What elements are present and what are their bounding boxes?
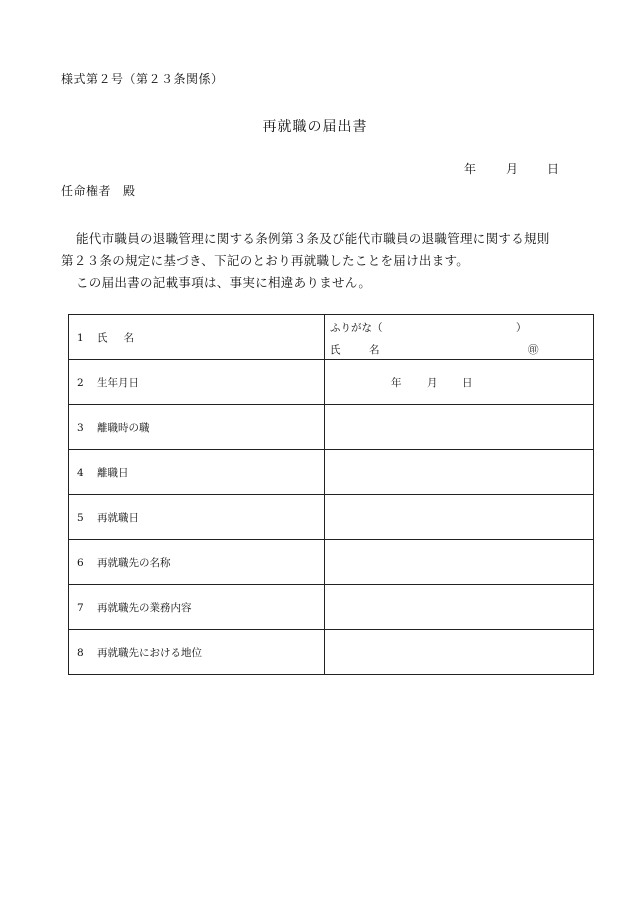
date-month-label: 月 — [506, 162, 519, 176]
row-label-part: 氏 — [97, 331, 108, 344]
retirement-date-input-cell[interactable] — [325, 450, 594, 495]
body-declaration: この届出書の記載事項は、事実に相違ありません。 — [76, 275, 372, 290]
name-label-part2: 名 — [369, 344, 380, 356]
date-year-label: 年 — [464, 162, 477, 176]
row-label-business-content — [69, 585, 325, 630]
row-number: 7 — [77, 601, 84, 614]
row-label: 再就職先の業務内容 — [97, 601, 192, 614]
row-label-name — [69, 315, 325, 360]
row-label: 離職日 — [97, 466, 129, 479]
row-number: 4 — [77, 466, 84, 479]
reemployment-date-input-cell[interactable] — [325, 495, 594, 540]
form-number: 様式第２号（第２３条関係） — [61, 72, 224, 86]
row-number: 6 — [77, 556, 84, 569]
birth-year-label: 年 — [391, 377, 402, 389]
recipient: 任命権者 — [61, 184, 112, 198]
birth-month-label: 月 — [427, 377, 438, 389]
employer-name-input-cell[interactable] — [325, 540, 594, 585]
name-label-part1: 氏 — [330, 344, 341, 356]
table-row — [69, 540, 594, 585]
row-label-position-at-retirement — [69, 405, 325, 450]
row-label-birthdate — [69, 360, 325, 405]
table-row — [69, 405, 594, 450]
row-label: 再就職日 — [97, 511, 139, 524]
row-label-retirement-date — [69, 450, 325, 495]
table-row — [69, 585, 594, 630]
row-label-part: 名 — [123, 331, 134, 344]
date-day-label: 日 — [547, 162, 560, 176]
row-label: 生年月日 — [97, 376, 139, 389]
body-paragraph-line1: 能代市職員の退職管理に関する条例第３条及び能代市職員の退職管理に関する規則 — [76, 231, 550, 246]
row-number: 2 — [77, 376, 84, 389]
row-label-reemployment-date — [69, 495, 325, 540]
table-row — [69, 360, 594, 405]
row-number: 3 — [77, 421, 84, 434]
notification-form-table — [68, 314, 594, 675]
row-label-position-at-employer — [69, 630, 325, 675]
furigana-close: ） — [516, 322, 527, 334]
furigana-label: ふりがな（ — [330, 322, 383, 334]
body-paragraph-line2: 第２３条の規定に基づき、下記のとおり再就職したことを届け出ます。 — [61, 253, 470, 268]
document-title: 再就職の届出書 — [262, 119, 368, 135]
row-label: 離職時の職 — [97, 421, 150, 434]
table-row — [69, 450, 594, 495]
table-row — [69, 495, 594, 540]
employer-position-input-cell[interactable] — [325, 630, 594, 675]
birth-day-label: 日 — [462, 377, 473, 389]
honorific: 殿 — [123, 184, 136, 198]
row-label: 再就職先の名称 — [97, 556, 171, 569]
row-number: 8 — [77, 646, 84, 659]
seal-mark: ㊞ — [528, 344, 539, 356]
table-row — [69, 630, 594, 675]
table-row — [69, 315, 594, 360]
row-label: 再就職先における地位 — [97, 646, 202, 659]
row-number: 5 — [77, 511, 84, 524]
row-number: 1 — [77, 331, 84, 344]
recipient-line — [61, 182, 136, 199]
birthdate-input-cell[interactable] — [325, 360, 594, 405]
position-input-cell[interactable] — [325, 405, 594, 450]
row-label-employer-name — [69, 540, 325, 585]
business-content-input-cell[interactable] — [325, 585, 594, 630]
name-input-cell[interactable] — [325, 315, 594, 360]
